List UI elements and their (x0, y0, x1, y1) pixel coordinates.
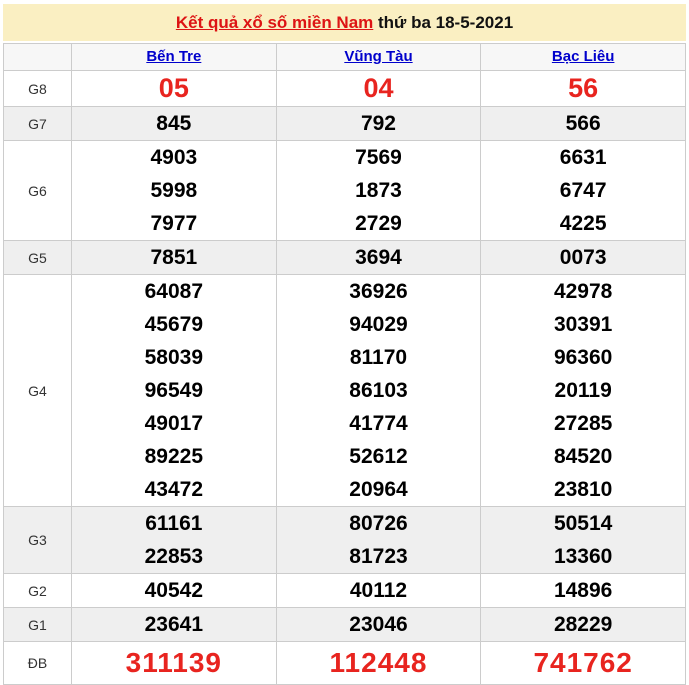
prize-number: 6631 (559, 146, 607, 169)
prize-cell-g4-bac-lieu (481, 275, 686, 507)
prize-cell-db-vung-tau (276, 642, 481, 685)
prize-number: 311139 (125, 647, 222, 678)
prize-label-g7: G7 (4, 107, 72, 141)
prize-number: 96360 (553, 346, 613, 369)
title-date: thứ ba 18-5-2021 (373, 13, 514, 32)
prize-number: 566 (565, 112, 601, 135)
column-header-row (4, 44, 686, 71)
prize-number: 20119 (554, 379, 612, 402)
prize-number: 27285 (553, 412, 613, 435)
results-tbody (4, 71, 686, 685)
prize-row-g1 (4, 608, 686, 642)
prize-row-g6 (4, 141, 686, 241)
prize-number: 58039 (144, 346, 204, 369)
prize-number: 64087 (144, 280, 204, 303)
page-title (3, 4, 686, 41)
prize-number: 792 (360, 112, 396, 135)
prize-number: 40542 (144, 579, 204, 602)
prize-number: 14896 (553, 579, 613, 602)
prize-cell-g3-bac-lieu (481, 507, 686, 574)
prize-label-g1: G1 (4, 608, 72, 642)
prize-row-g3 (4, 507, 686, 574)
prize-number: 86103 (349, 379, 408, 402)
prize-number: 7977 (150, 212, 198, 235)
province-header-vung-tau (276, 44, 481, 71)
prize-cell-g8-ben-tre (72, 71, 277, 107)
prize-number: 6747 (559, 179, 607, 202)
prize-cell-g5-vung-tau (276, 241, 481, 275)
prize-number: 80726 (349, 512, 408, 535)
prize-number: 845 (156, 112, 192, 135)
lottery-results-table (3, 43, 686, 685)
prize-cell-g5-ben-tre (72, 241, 277, 275)
prize-cell-g6-bac-lieu (481, 141, 686, 241)
prize-number: 96549 (144, 379, 204, 402)
prize-number: 81170 (349, 346, 408, 369)
prize-label-g3: G3 (4, 507, 72, 574)
prize-number: 36926 (349, 280, 408, 303)
prize-number: 45679 (144, 313, 204, 336)
prize-row-g7 (4, 107, 686, 141)
prize-number: 52612 (349, 445, 408, 468)
prize-cell-g7-ben-tre (72, 107, 277, 141)
prize-cell-g6-vung-tau (276, 141, 481, 241)
prize-number: 05 (158, 73, 189, 103)
prize-cell-g8-bac-lieu (481, 71, 686, 107)
province-link-vung-tau[interactable]: Vũng Tàu (344, 48, 413, 65)
prize-number: 56 (568, 73, 599, 103)
prize-number: 81723 (349, 545, 408, 568)
prize-number: 0073 (559, 246, 607, 269)
prize-number: 112448 (329, 647, 428, 678)
prize-number: 43472 (144, 478, 204, 501)
prize-number: 7569 (355, 146, 402, 169)
prize-number: 4903 (150, 146, 198, 169)
prize-row-g2 (4, 574, 686, 608)
prize-label-g6: G6 (4, 141, 72, 241)
prize-number: 5998 (150, 179, 198, 202)
prize-cell-g2-vung-tau (276, 574, 481, 608)
prize-row-g4 (4, 275, 686, 507)
prize-number: 61161 (145, 512, 203, 535)
prize-number: 20964 (349, 478, 408, 501)
prize-cell-g2-ben-tre (72, 574, 277, 608)
prize-cell-g6-ben-tre (72, 141, 277, 241)
prize-number: 50514 (553, 512, 613, 535)
prize-number: 49017 (144, 412, 204, 435)
province-link-ben-tre[interactable]: Bến Tre (146, 48, 202, 65)
prize-number: 04 (363, 73, 394, 103)
prize-number: 40112 (349, 579, 408, 602)
prize-cell-g3-ben-tre (72, 507, 277, 574)
prize-number: 2729 (355, 212, 402, 235)
prize-number: 22853 (144, 545, 204, 568)
prize-label-g4: G4 (4, 275, 72, 507)
prize-cell-g2-bac-lieu (481, 574, 686, 608)
prize-number: 741762 (533, 647, 633, 678)
prize-cell-db-ben-tre (72, 642, 277, 685)
title-link[interactable]: Kết quả xổ số miền Nam (175, 13, 374, 32)
prize-label-g5: G5 (4, 241, 72, 275)
prize-row-db (4, 642, 686, 685)
prize-number: 23641 (144, 613, 204, 636)
prize-cell-g7-vung-tau (276, 107, 481, 141)
prize-number: 89225 (144, 445, 204, 468)
prize-number: 28229 (553, 613, 613, 636)
prize-number: 84520 (553, 445, 613, 468)
prize-number: 3694 (355, 246, 402, 269)
prize-cell-db-bac-lieu (481, 642, 686, 685)
prize-number: 1873 (355, 179, 402, 202)
prize-number: 23046 (349, 613, 408, 636)
province-link-bac-lieu[interactable]: Bạc Liêu (551, 48, 615, 65)
prize-cell-g1-bac-lieu (481, 608, 686, 642)
prize-label-db: ĐB (4, 642, 72, 685)
prize-number: 30391 (553, 313, 613, 336)
province-header-ben-tre (72, 44, 277, 71)
prize-cell-g7-bac-lieu (481, 107, 686, 141)
prize-row-g8 (4, 71, 686, 107)
prize-number: 7851 (150, 246, 198, 269)
prize-number: 23810 (553, 478, 613, 501)
prize-label-g2: G2 (4, 574, 72, 608)
province-header-bac-lieu (481, 44, 686, 71)
prize-cell-g8-vung-tau (276, 71, 481, 107)
prize-label-g8: G8 (4, 71, 72, 107)
prize-number: 13360 (553, 545, 613, 568)
prize-cell-g4-ben-tre (72, 275, 277, 507)
prize-number: 4225 (559, 212, 607, 235)
prize-cell-g4-vung-tau (276, 275, 481, 507)
prize-cell-g3-vung-tau (276, 507, 481, 574)
prize-number: 94029 (349, 313, 408, 336)
prize-cell-g1-vung-tau (276, 608, 481, 642)
prize-number: 42978 (553, 280, 613, 303)
prize-row-g5 (4, 241, 686, 275)
prize-cell-g1-ben-tre (72, 608, 277, 642)
corner-cell (4, 44, 72, 71)
prize-cell-g5-bac-lieu (481, 241, 686, 275)
prize-number: 41774 (349, 412, 408, 435)
